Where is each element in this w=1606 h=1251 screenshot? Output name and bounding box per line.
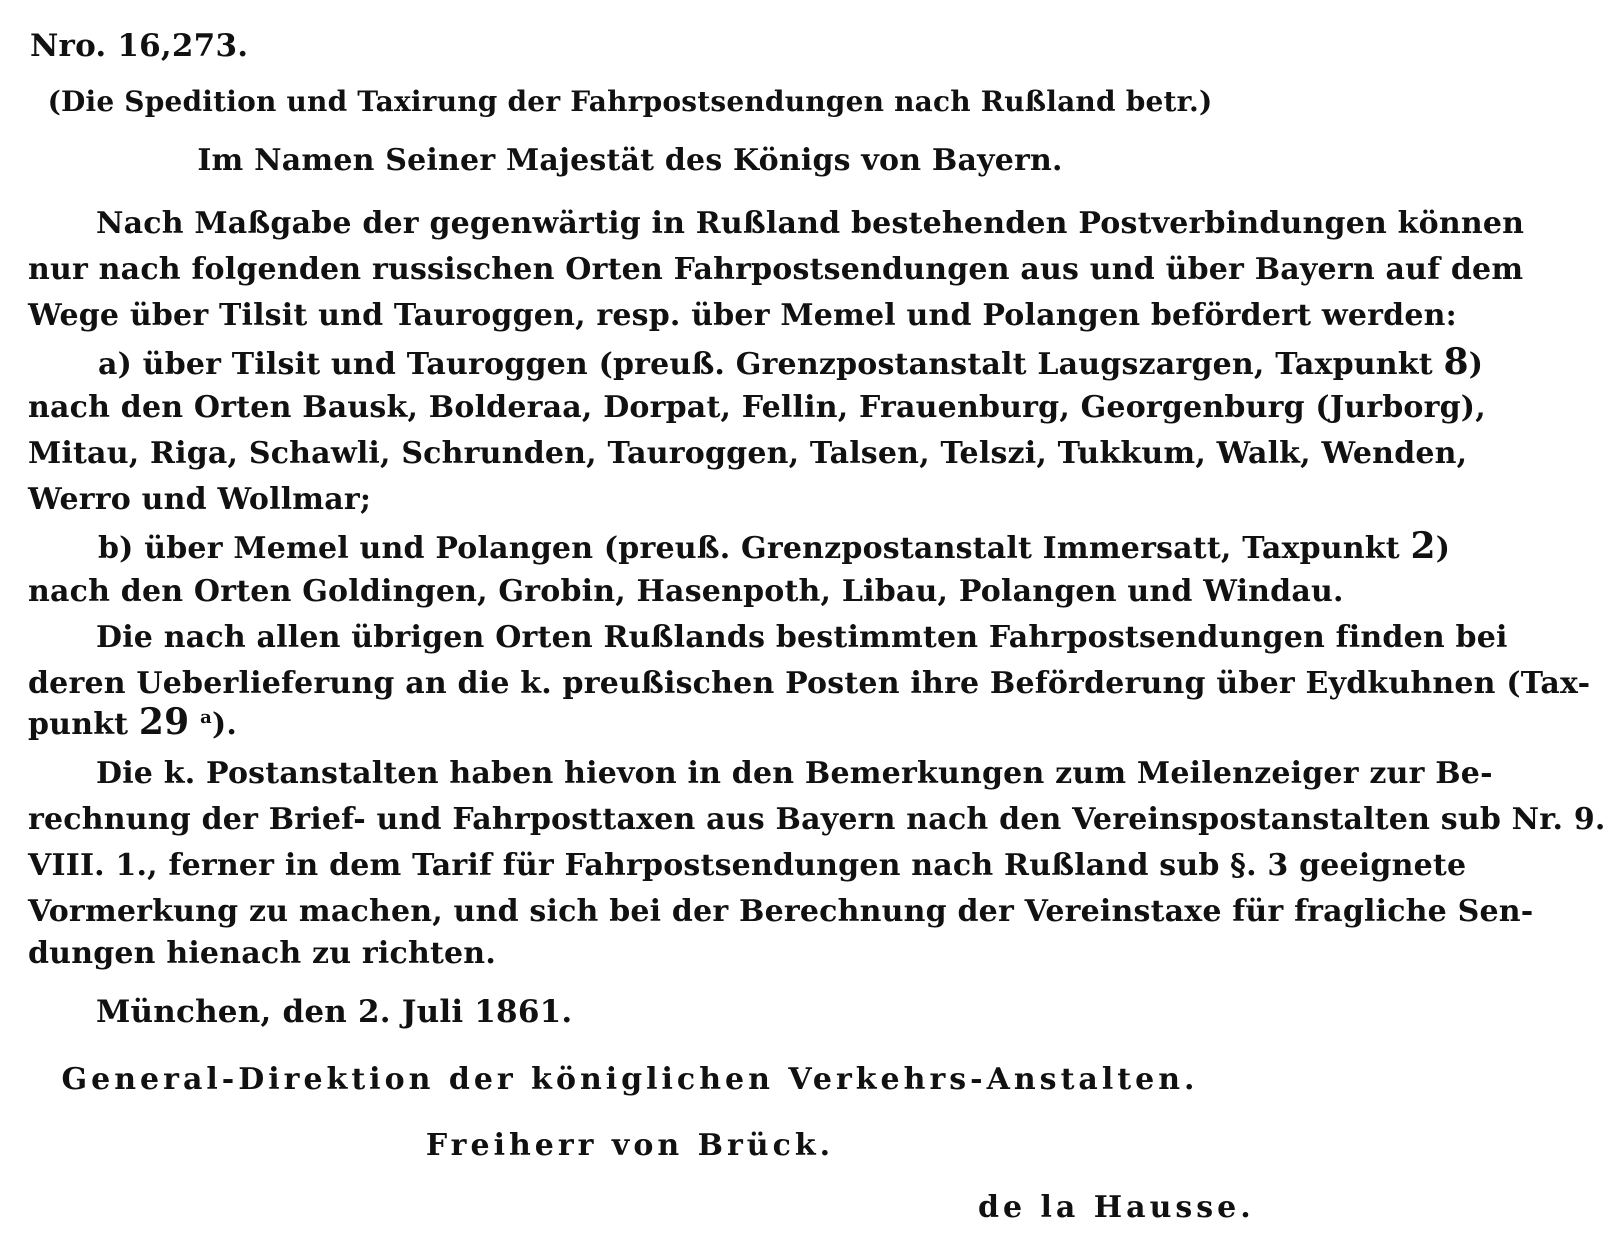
taxpoint-superscript: a bbox=[200, 707, 212, 728]
item-a-line-1 bbox=[98, 341, 1484, 383]
document-subject: (Die Spedition und Taxirung der Fahrpostsendungen nach Rußland betr.) bbox=[47, 85, 1213, 118]
paragraph-3-line-2: rechnung der Brief- und Fahrposttaxen aus Bayern nach den Vereinspostanstalten sub Nr. 9. bbox=[28, 802, 1606, 837]
issuing-authority: General-Direktion der königlichen Verkehrs-Anstalten. bbox=[61, 1062, 1199, 1097]
paragraph-1-line-3: Wege über Tilsit und Tauroggen, resp. über Memel und Polangen befördert werden: bbox=[28, 298, 1457, 333]
paragraph-3-line-1: Die k. Postanstalten haben hievon in den Bemerkungen zum Meilenzeiger zur Be- bbox=[96, 756, 1493, 791]
paragraph-1-line-2: nur nach folgenden russischen Orten Fahrpostsendungen aus und über Bayern auf dem bbox=[28, 252, 1524, 287]
document-heading: Im Namen Seiner Majestät des Königs von Bayern. bbox=[197, 143, 1063, 178]
countersignatory: de la Hausse. bbox=[978, 1190, 1255, 1225]
item-a-line-3: Mitau, Riga, Schawli, Schrunden, Tauroggen, Talsen, Telszi, Tukkum, Walk, Wenden, bbox=[28, 436, 1468, 471]
signatory: Freiherr von Brück. bbox=[425, 1128, 835, 1163]
paragraph-2-line-3 bbox=[28, 701, 237, 743]
item-a-line-2: nach den Orten Bausk, Bolderaa, Dorpat, Fellin, Frauenburg, Georgenburg (Jurborg), bbox=[28, 390, 1486, 425]
taxpoint-label: punkt bbox=[28, 707, 129, 742]
place-date: München, den 2. Juli 1861. bbox=[96, 994, 573, 1030]
paragraph-2-line-2: deren Ueberlieferung an die k. preußischen Posten ihre Beförderung über Eydkuhnen (Tax- bbox=[28, 666, 1591, 701]
item-b-taxpoint: 2 bbox=[1410, 525, 1436, 567]
item-b-text: b) über Memel und Polangen (preuß. Grenzpostanstalt Immersatt, Taxpunkt bbox=[98, 531, 1400, 566]
item-a-text: a) über Tilsit und Tauroggen (preuß. Grenzpostanstalt Laugszargen, Taxpunkt bbox=[98, 347, 1433, 382]
taxpoint-close: ). bbox=[211, 707, 237, 742]
item-a-line-4: Werro und Wollmar; bbox=[28, 482, 372, 517]
paragraph-3-line-5: dungen hienach zu richten. bbox=[28, 936, 496, 971]
item-b-line-2: nach den Orten Goldingen, Grobin, Hasenpoth, Libau, Polangen und Windau. bbox=[28, 574, 1344, 609]
item-b-line-1 bbox=[98, 525, 1451, 567]
item-b-close: ) bbox=[1435, 531, 1451, 566]
paragraph-3-line-3: VIII. 1., ferner in dem Tarif für Fahrpostsendungen nach Rußland sub §. 3 geeignete bbox=[28, 848, 1467, 883]
item-a-close: ) bbox=[1468, 347, 1484, 382]
paragraph-1-line-1: Nach Maßgabe der gegenwärtig in Rußland bestehenden Postverbindungen können bbox=[96, 206, 1525, 241]
item-a-taxpoint: 8 bbox=[1443, 341, 1469, 383]
paragraph-3-line-4: Vormerkung zu machen, und sich bei der Berechnung der Vereinstaxe für fragliche Sen- bbox=[28, 894, 1534, 929]
document-number: Nro. 16,273. bbox=[30, 28, 249, 64]
taxpoint-number: 29 bbox=[138, 701, 190, 743]
paragraph-2-line-1: Die nach allen übrigen Orten Rußlands bestimmten Fahrpostsendungen finden bei bbox=[96, 620, 1508, 655]
